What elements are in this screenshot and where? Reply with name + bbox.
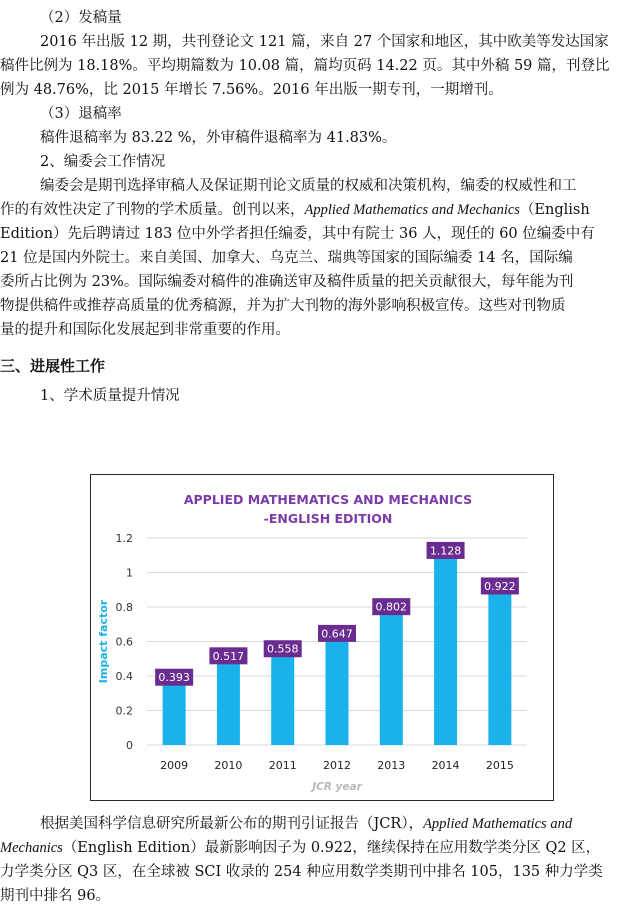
paragraph-line: 21 位是国内外院士。来自美国、加拿大、乌克兰、瑞典等国家的国际编委 14 名，国际编: [0, 250, 573, 266]
paragraph-line: 稿件退稿率为 83.22 %，外审稿件退稿率为 41.83%。: [40, 130, 397, 146]
data-label: 0.558: [266, 642, 299, 656]
x-tick-label: 2011: [268, 759, 297, 772]
bar-2011: [271, 649, 294, 745]
y-tick-label: 0.4: [115, 670, 133, 683]
heading-manuscript-volume: （2）发稿量: [40, 10, 122, 26]
data-label: 0.647: [321, 627, 353, 641]
x-tick-label: 2010: [214, 759, 243, 772]
section-heading: 三、进展性工作: [0, 357, 106, 375]
paragraph-line: 期刊中排名 96。: [0, 888, 111, 904]
paragraph-line: 稿件比例为 18.18%。平均期篇数为 10.08 篇，篇均页码 14.22 页。其中外稿 59 篇，刊登比: [0, 58, 610, 74]
chart-title-line: -ENGLISH EDITION: [263, 511, 393, 526]
paragraph-line: Edition）先后聘请过 183 位中外学者担任编委，其中有院士 36 人，现任的 60 位编委中有: [0, 226, 595, 242]
y-tick-label: 1: [126, 566, 133, 580]
paragraph-line: 2016 年出版 12 期，共刊登论文 121 篇，来自 27 个国家和地区，其中欧美等发达国家: [40, 34, 609, 50]
paragraph-line: 量的提升和国际化发展起到非常重要的作用。: [0, 322, 290, 338]
text-run: （English: [519, 202, 590, 218]
paragraph-line: 编委会是期刊选择审稿人及保证期刊论文质量的权威和决策机构，编委的权威性和工: [40, 178, 577, 194]
heading-rejection-rate: （3）退稿率: [40, 106, 122, 122]
y-tick-label: 1.2: [115, 532, 133, 545]
paragraph-line: [40, 814, 640, 834]
heading-editorial-board: 2、编委会工作情况: [40, 154, 166, 170]
x-tick-label: 2015: [485, 759, 514, 772]
paragraph-line: 力学类分区 Q3 区，在全球被 SCI 收录的 254 种应用数学类期刊中排名 105，135 种力学类: [0, 864, 603, 880]
bar-2010: [217, 656, 240, 745]
heading-academic-quality: 1、学术质量提升情况: [40, 388, 180, 404]
y-tick-label: 0.6: [115, 635, 133, 649]
text-run: 作的有效性决定了刊物的学术质量。创刊以来，: [0, 202, 305, 218]
bar-2015: [488, 586, 511, 745]
data-label: 1.128: [429, 544, 462, 558]
paragraph-line: [0, 838, 640, 858]
bar-2012: [326, 633, 349, 745]
y-tick-label: 0: [126, 739, 133, 752]
impact-factor-chart: [90, 474, 554, 801]
x-axis-title: JCR year: [312, 781, 362, 793]
chart-canvas: [91, 475, 553, 800]
data-label: 0.802: [375, 600, 408, 614]
text-run: 根据美国科学信息研究所最新公布的期刊引证报告（JCR），: [40, 816, 424, 832]
bar-2013: [380, 607, 403, 745]
y-axis-title: Impact factor: [97, 599, 110, 684]
bar-2014: [434, 550, 457, 745]
journal-title-italic: Mechanics: [0, 840, 63, 856]
journal-title-italic: Applied Mathematics and: [423, 816, 573, 832]
x-tick-label: 2012: [323, 759, 351, 772]
x-tick-label: 2013: [377, 759, 406, 772]
paragraph-line: 物提供稿件或推荐高质量的优秀稿源，并为扩大刊物的海外影响积极宣传。这些对刊物质: [0, 298, 566, 314]
paragraph-line: [0, 200, 640, 220]
y-tick-label: 0.2: [115, 704, 133, 718]
paragraph-line: 委所占比例为 23%。国际编委对稿件的准确送审及稿件质量的把关贡献很大，每年能为刊: [0, 274, 574, 290]
x-tick-label: 2009: [160, 759, 189, 772]
data-label: 0.517: [212, 649, 245, 663]
data-label: 0.393: [158, 671, 190, 685]
bar-2009: [163, 677, 186, 745]
y-tick-label: 0.8: [115, 601, 133, 614]
journal-title-italic: Applied Mathematics and Mechanics: [304, 202, 520, 218]
chart-title-line: APPLIED MATHEMATICS AND MECHANICS: [183, 492, 473, 507]
text-run: （English Edition）最新影响因子为 0.922，继续保持在应用数学类分区 Q2 区，: [62, 840, 601, 856]
data-label: 0.922: [484, 579, 516, 593]
x-tick-label: 2014: [431, 759, 460, 772]
paragraph-line: 例为 48.76%，比 2015 年增长 7.56%。2016 年出版一期专刊，一期增刊。: [0, 82, 503, 98]
